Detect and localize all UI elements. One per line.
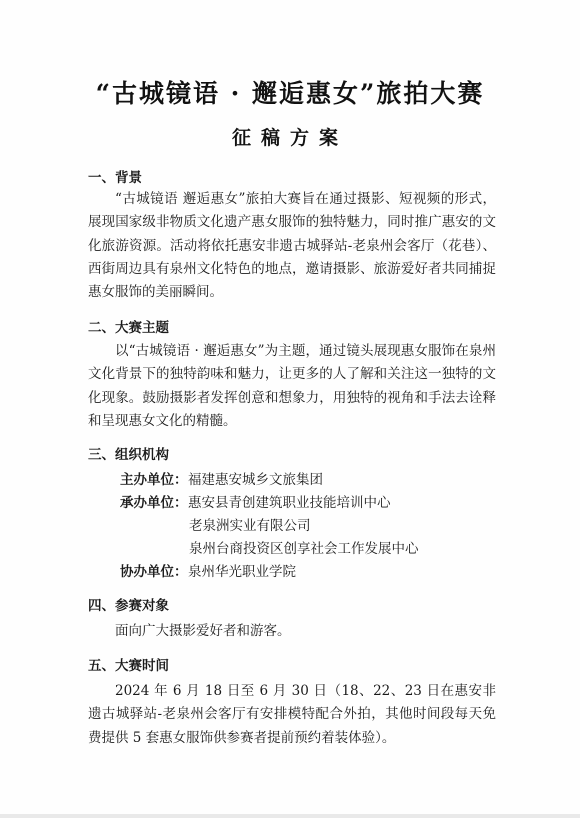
org-row-organizer xyxy=(120,492,391,514)
section-heading-theme: 二、大赛主题 xyxy=(88,320,169,336)
org-value-organizer-3: 泉州台商投资区创享社会工作发展中心 xyxy=(189,541,419,557)
section-heading-background: 一、背景 xyxy=(88,170,142,186)
section-body-participants: 面向广大摄影爱好者和游客。 xyxy=(115,623,291,639)
org-value-organizer-2: 老泉洲实业有限公司 xyxy=(189,518,311,534)
org-label-host: 主办单位： xyxy=(120,472,188,488)
section-heading-organization: 三、组织机构 xyxy=(88,447,169,463)
section-heading-participants: 四、参赛对象 xyxy=(88,598,169,614)
org-label-co: 协办单位： xyxy=(120,564,188,580)
page-bottom-edge xyxy=(0,814,580,818)
page-title: “古城镜语 · 邂逅惠女”旅拍大赛 xyxy=(95,79,485,108)
org-value-organizer-1: 惠安县青创建筑职业技能培训中心 xyxy=(188,495,391,511)
org-row-co xyxy=(120,561,296,583)
org-row-host xyxy=(120,469,323,491)
org-value-host: 福建惠安城乡文旅集团 xyxy=(188,472,323,488)
org-value-co: 泉州华光职业学院 xyxy=(188,564,296,580)
section-body-theme: 以“古城镜语 · 邂逅惠女”为主题，通过镜头展现惠女服饰在泉州文化背景下的独特韵味和魅力，让更多的人了解和关注这一独特的文化现象。鼓励摄影者发挥创意和想象力，用独特的视角和手法去诠释和呈现惠女文化的精髓。 xyxy=(88,343,496,429)
section-body-time: 2024 年 6 月 18 日至 6 月 30 日（18、22、23 日在惠安非遗古城驿站-老泉州会客厅有安排模特配合外拍，其他时间段每天免费提供 5 套惠女服饰供参赛者提前预约着装体验）。 xyxy=(88,683,496,746)
org-label-organizer: 承办单位： xyxy=(120,495,188,511)
section-body-background: “古城镜语 邂逅惠女”旅拍大赛旨在通过摄影、短视频的形式，展现国家级非物质文化遗产惠女服饰的独特魅力，同时推广惠安的文化旅游资源。活动将依托惠安非遗古城驿站-老泉州会客厅（花巷）、西街周边具有泉州文化特色的地点，邀请摄影、旅游爱好者共同捕捉惠女服饰的美丽瞬间。 xyxy=(88,191,496,301)
section-heading-time: 五、大赛时间 xyxy=(88,658,169,674)
page-subtitle: 征稿方案 xyxy=(231,127,348,149)
